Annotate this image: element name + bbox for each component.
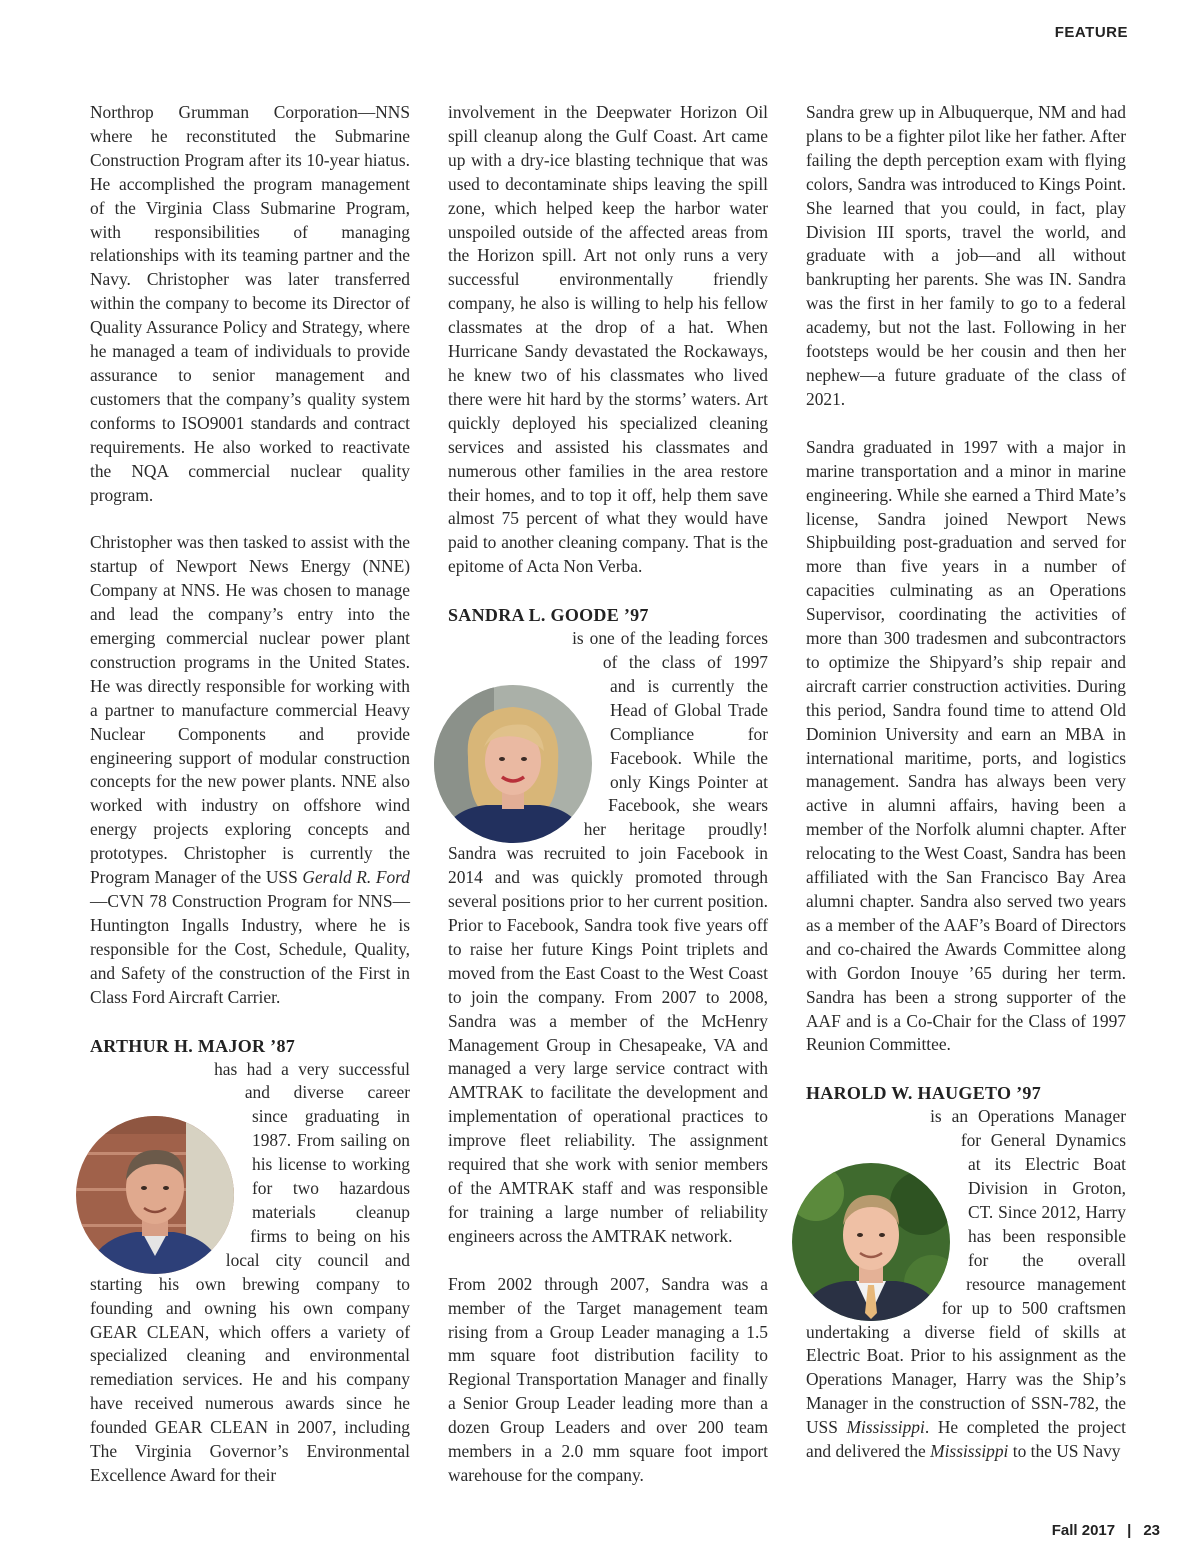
profile-bio-text: to the US Navy — [1008, 1441, 1121, 1462]
column-3 — [806, 101, 1126, 1488]
paragraph: Sandra graduated in 1997 with a major in marine transportation and a minor in marine engineering. While she earned a Third Mate’s license, Sandra joined Newport News Shipbuilding post-graduation and served for more than five years in a number of capacities culminating as an Operations Supervisor, coordinating the activities of more than 300 tradesmen and subcontractors to optimize the Shipyard’s ship repair and aircraft carrier construction activities. During this period, Sandra found time to attend Old Dominion University and earn an MBA in international maritime, ports, and logistics management. Sandra has always been very active in alumni affairs, having been a member of the Norfolk alumni chapter. After relocating to the West Coast, Sandra has been affiliated with the San Francisco Bay Area alumni chapter. Sandra also served two years as a member of the AAF’s Board of Directors and co-chaired the Awards Committee along with Gordon Inouye ’65 during her term. Sandra has been a strong supporter of the AAF and is a Co-Chair for the Class of 1997 Reunion Committee. — [806, 436, 1126, 1055]
profile-bio-text: has had a very successful and diverse career since graduating in 1987. From sailing on his license to working for two hazardous materials cleanup firms to being on his local city council and starting his own brewing company to founding and owning his own company GEAR CLEAN, which offers a variety of specialized cleaning and environmental remediation services. He and his company have received numerous awards since he founded GEAR CLEAN in 2007, including The Virginia Governor’s Environmental Excellence Award for their — [90, 1058, 410, 1485]
profile-bio — [448, 627, 768, 1249]
woman-portrait-image — [434, 685, 592, 843]
paragraph: Northrop Grumman Corporation—NNS where he reconstituted the Submarine Construction Program after its 10-year hiatus. He accomplished the program management of the Virginia Class Submarine Program, with responsibilities of managing relationships with its teaming partner and the Navy. Christopher was later transferred within the company to become its Director of Quality Assurance Policy and Strategy, where he managed a team of individuals to provide assurance to senior management and customers that the company’s quality system conforms to ISO9001 standards and contract requirements. He also worked to reactivate the NQA commercial nuclear quality program. — [90, 102, 410, 505]
section-label: FEATURE — [1054, 24, 1128, 41]
profile-bio-text: is one of the leading forces of the class of 1997 and is currently the Head of Global Trade Compliance for Facebook. While the only Kings Pointer at Facebook, she wears her heritage proudly! Sandra was recruited to join Facebook in 2014 and was quickly promoted through several positions prior to her current position. Prior to Facebook, Sandra took five years off to raise her future Kings Point triplets and moved from the East Coast to the West Coast to join the company. From 2007 to 2008, Sandra was a member of the McHenry Management Group in Chesapeake, VA and managed a very large service contract with AMTRAK to facilitate the development and implementation of operational practices to improve fleet reliability. The assignment required that she work with senior members of the AMTRAK staff and was responsible for training a large number of reliability engineers across the AMTRAK network. — [448, 628, 768, 1246]
paragraph: From 2002 through 2007, Sandra was a member of the Target management team rising from a Group Leader managing a 1.5 mm square foot distribution facility to Regional Transportation Manager and finally a Senior Group Leader leading more than a dozen Group Leaders and over 200 team members in a 2.0 mm square foot import warehouse for the company. — [448, 1273, 768, 1485]
profile-bio — [806, 1105, 1126, 1464]
profile-bio — [90, 1058, 410, 1488]
paragraph — [90, 531, 410, 1009]
man-portrait-image — [792, 1163, 950, 1321]
profile-bio-text: . He completed the project and delivered the — [806, 1417, 1126, 1462]
column-1 — [90, 101, 410, 1512]
man-portrait-image — [76, 1116, 234, 1274]
paragraph: Sandra grew up in Albuquerque, NM and had plans to be a fighter pilot like her father. After failing the depth perception exam with flying colors, Sandra was introduced to Kings Point. She learned that you could, in fact, play Division III sports, travel the world, and graduate with a job—and all without bankrupting her parents. She was IN. Sandra was the first in her family to go to a federal academy, but not the last. Following in her footsteps would be her cousin and then her nephew—a future graduate of the class of 2021. — [806, 102, 1126, 409]
profile-name: HAROLD W. HAUGETO ’97 — [806, 1083, 1042, 1104]
column-2 — [448, 101, 768, 1512]
paragraph: involvement in the Deepwater Horizon Oil spill cleanup along the Gulf Coast. Art came up with a dry-ice blasting technique that was used to decontaminate ships leaving the spill zone, which helped keep the harbor water unspoiled outside of the affected areas from the Horizon spill. Art not only runs a very successful environmentally friendly company, he also is willing to help his fellow classmates at the drop of a hat. When Hurricane Sandy devastated the Rockaways, he knew two of his classmates who lived there were hit hard by the storms’ waters. Art quickly deployed his specialized cleaning services and assisted his classmates and numerous other families in the area restore their homes, and to top it off, help them save almost 75 percent of what they would have paid to another cleaning company. That is the epitome of Acta Non Verba. — [448, 102, 768, 577]
issue-label: Fall 2017 — [1051, 1522, 1116, 1539]
footer-separator: | — [1127, 1522, 1132, 1539]
portrait-photo — [792, 1163, 950, 1321]
profile-name: ARTHUR H. MAJOR ’87 — [90, 1035, 296, 1056]
ship-name: Mississippi — [846, 1417, 925, 1438]
portrait-photo — [434, 685, 592, 843]
profile-bio-text: is an Operations Manager for General Dynamics at its Electric Boat Division in Groton, CT. Since 2012, Harry has been responsible for the overall resource management for up to 500 craftsmen undertaking a diverse field of skills at Electric Boat. Prior to his assignment as the Operations Manager, Harry was the Ship’s Manager in the construction of SSN-782, the USS — [806, 1106, 1126, 1438]
paragraph-text: Christopher was then tasked to assist with the startup of Newport News Energy (NNE) Company at NNS. He was chosen to manage and lead the company’s entry into the emerging commercial nuclear power plant construction programs in the United States. He was directly responsible for working with a partner to manufacture commercial Heavy Nuclear Components and provide engineering support of modular construction concepts for the new power plants. NNE also worked with industry on offshore wind energy projects exploring concepts and prototypes. Christopher is currently the Program Manager of the USS — [90, 532, 410, 888]
portrait-photo — [76, 1116, 234, 1274]
paragraph-text: —CVN 78 Construction Program for NNS—Huntington Ingalls Industry, where he is responsible for the Cost, Schedule, Quality, and Safety of the construction of the First in Class Ford Aircraft Carrier. — [90, 891, 410, 1007]
ship-name: Gerald R. Ford — [302, 867, 410, 888]
profile-name: SANDRA L. GOODE ’97 — [448, 605, 649, 626]
ship-name: Mississippi — [930, 1441, 1009, 1462]
page-footer — [1052, 1522, 1160, 1539]
page-number: 23 — [1143, 1522, 1160, 1539]
